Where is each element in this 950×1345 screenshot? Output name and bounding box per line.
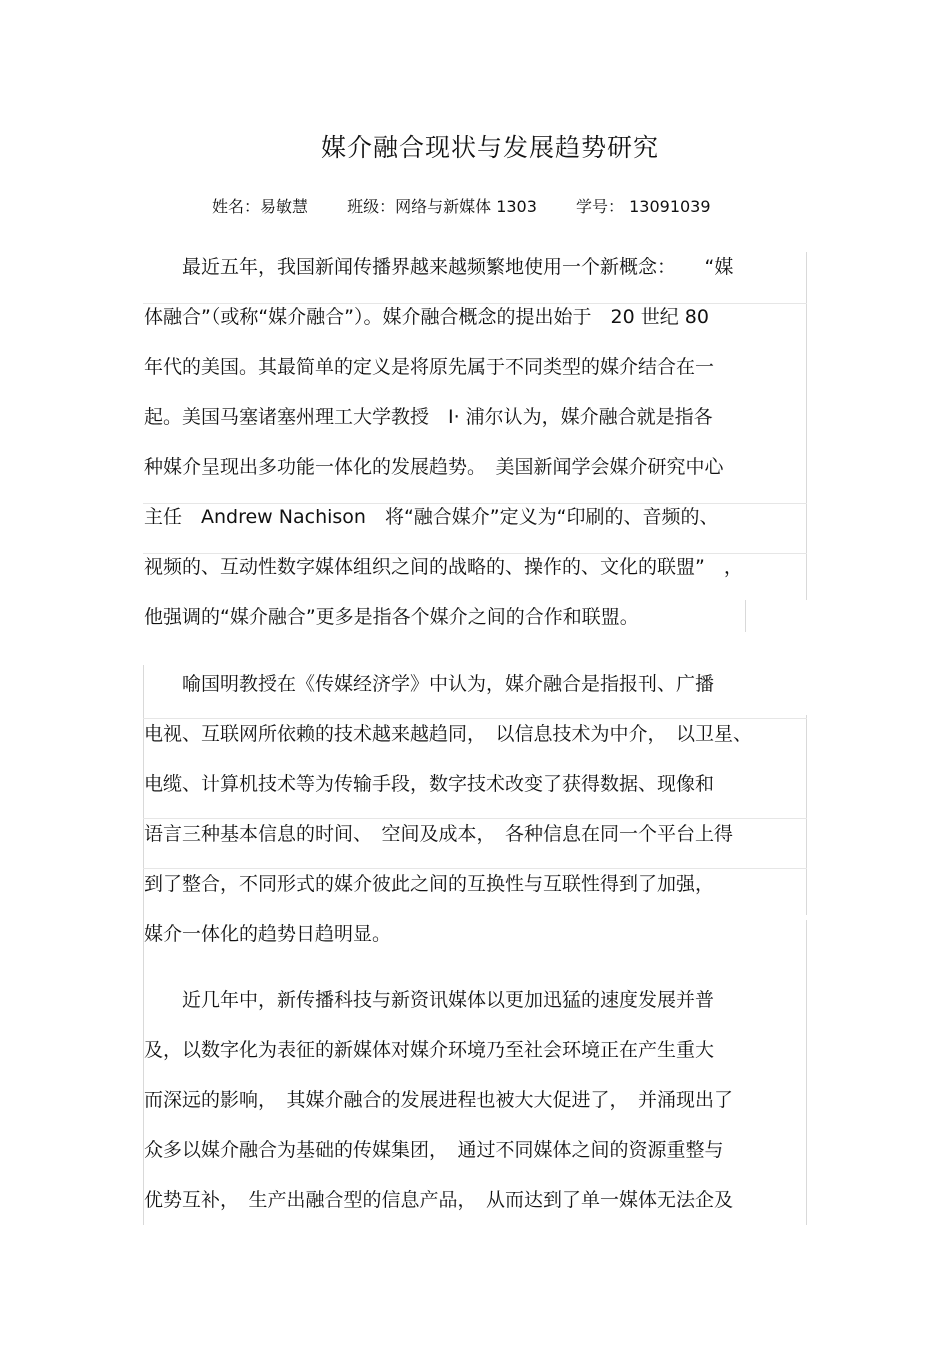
scan-rule: [745, 600, 746, 632]
paragraph-line: 媒介一体化的趋势日趋明显。: [144, 923, 392, 945]
scan-rule: [806, 715, 807, 915]
paragraph-line: 电缆、计算机技术等为传输手段，数字技术改变了获得数据、现像和: [144, 773, 715, 795]
scan-rule: [143, 868, 807, 869]
paragraph-line: 电视、互联网所依赖的技术越来越趋同， 以信息技术为中介， 以卫星、: [144, 723, 753, 745]
paragraph-line: 体融合”（或称“媒介融合”）。媒介融合概念的提出始于 20 世纪 80: [144, 306, 709, 328]
paragraph-line: 年代的美国。其最简单的定义是将原先属于不同类型的媒介结合在一: [144, 356, 715, 378]
paragraph-line: 视频的、互动性数字媒体组织之间的战略的、操作的、文化的联盟” ，: [144, 556, 743, 578]
paragraph-line: 到了整合，不同形式的媒介彼此之间的互换性与互联性得到了加强，: [144, 873, 715, 895]
paragraph-line: 喻国明教授在《传媒经济学》中认为，媒介融合是指报刊、广播: [144, 673, 715, 695]
scan-rule: [143, 718, 807, 719]
paragraph-line: 众多以媒介融合为基础的传媒集团， 通过不同媒体之间的资源重整与: [144, 1139, 724, 1161]
author-student-id: 学号： 13091039: [576, 197, 711, 216]
paragraph-line: 他强调的“媒介融合”更多是指各个媒介之间的合作和联盟。: [144, 606, 639, 628]
paragraph-line: 最近五年，我国新闻传播界越来越频繁地使用一个新概念： “媒: [144, 256, 734, 278]
paragraph-line: 近几年中，新传播科技与新资讯媒体以更加迅猛的速度发展并普: [144, 989, 715, 1011]
paragraph-line: 而深远的影响， 其媒介融合的发展进程也被大大促进了， 并涌现出了: [144, 1089, 734, 1111]
author-info: [212, 194, 745, 217]
paragraph-line: 及，以数字化为表征的新媒体对媒介环境乃至社会环境正在产生重大: [144, 1039, 715, 1061]
paragraph-line: 语言三种基本信息的时间、 空间及成本， 各种信息在同一个平台上得: [144, 823, 734, 845]
scan-rule: [143, 303, 807, 304]
paragraph-line: 种媒介呈现出多功能一体化的发展趋势。 美国新闻学会媒介研究中心: [144, 456, 724, 478]
scan-rule: [143, 503, 807, 504]
scan-rule: [143, 818, 807, 819]
paragraph-line: 主任 Andrew Nachison 将“融合媒介”定义为“印刷的、音频的、: [144, 506, 719, 528]
scan-rule: [806, 252, 807, 600]
paragraph-line: 优势互补， 生产出融合型的信息产品， 从而达到了单一媒体无法企及: [144, 1189, 734, 1211]
author-name: 姓名：易敏慧: [212, 197, 309, 216]
scan-rule: [806, 920, 807, 1225]
scan-rule: [143, 553, 807, 554]
author-class: 班级：网络与新媒体 1303: [347, 197, 537, 216]
document-title: 媒介融合现状与发展趋势研究: [320, 133, 659, 162]
paragraph-line: 起。美国马塞诸塞州理工大学教授 I· 浦尔认为，媒介融合就是指各: [144, 406, 713, 428]
